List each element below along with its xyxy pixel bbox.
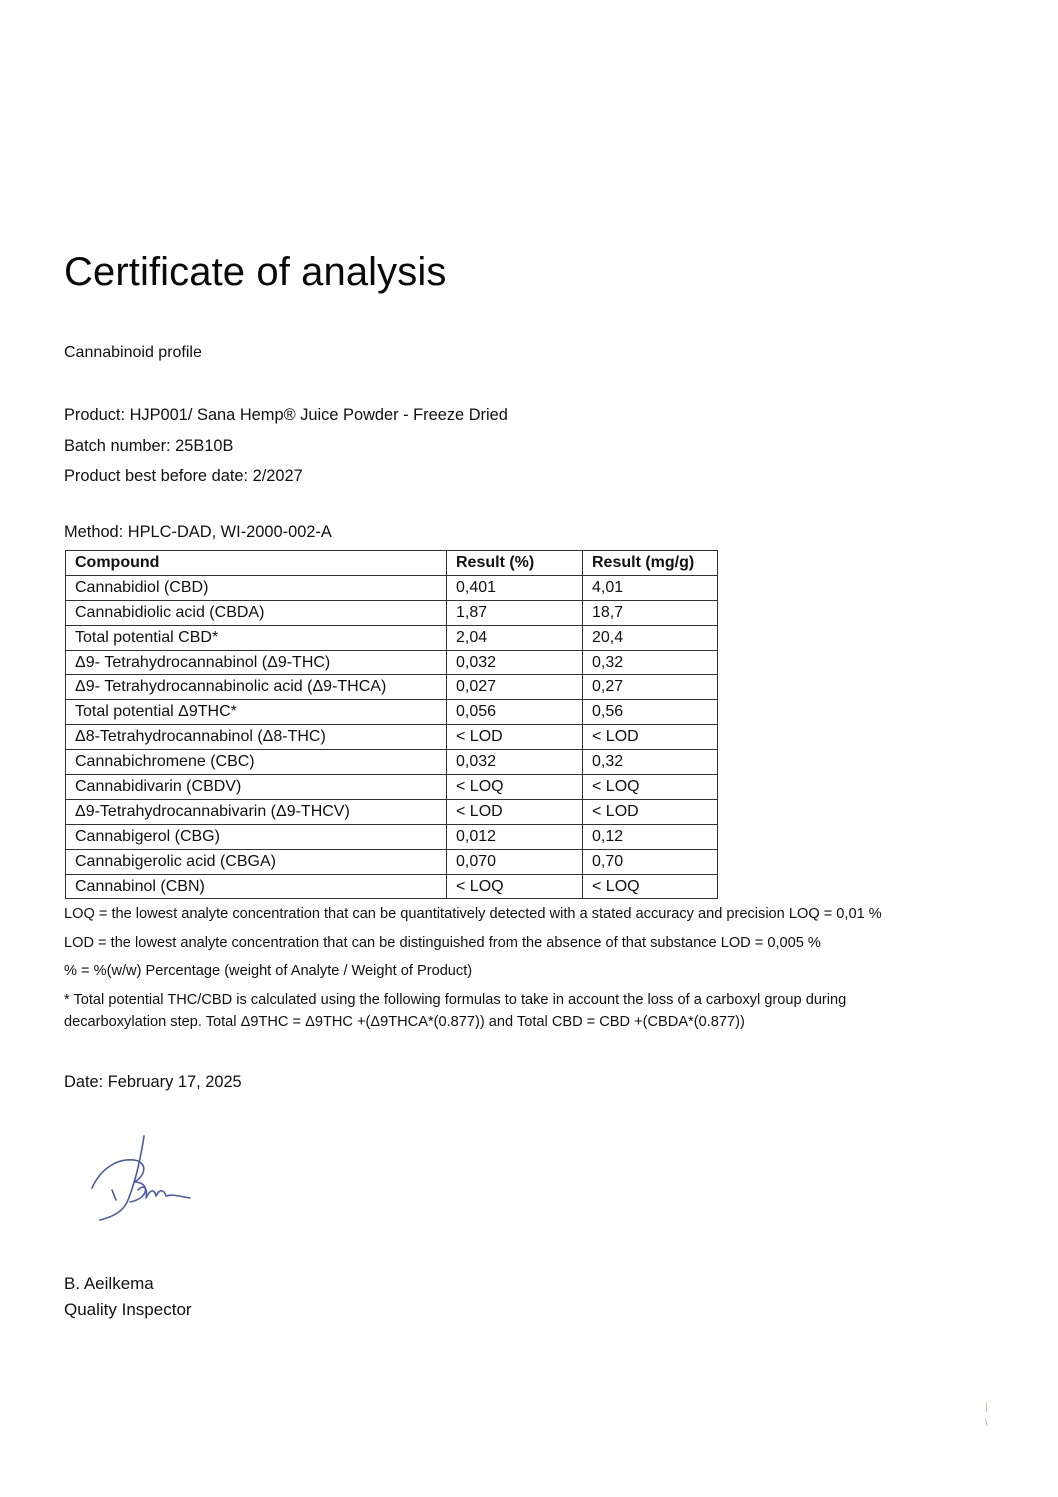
compound-cell: Δ9- Tetrahydrocannabinolic acid (Δ9-THCA) (66, 675, 447, 700)
percent-cell: 0,012 (447, 824, 583, 849)
loq-note: LOQ = the lowest analyte concentration that can be quantitatively detected with a stated accuracy and precision LOQ = 0,01 % (64, 906, 882, 922)
method-line: Method: HPLC-DAD, WI-2000-002-A (64, 523, 332, 541)
percent-cell: 0,032 (447, 750, 583, 775)
formula-note-line-1: * Total potential THC/CBD is calculated using the following formulas to take in account the loss of a carboxyl group during (64, 992, 847, 1008)
compound-cell: Δ9- Tetrahydrocannabinol (Δ9-THC) (66, 650, 447, 675)
table-row (66, 600, 718, 625)
header-result-mg-per-g: Result (mg/g) (583, 551, 718, 576)
compound-cell: Cannabidivarin (CBDV) (66, 775, 447, 800)
table-row (66, 874, 718, 899)
document-subtitle: Cannabinoid profile (64, 344, 202, 361)
signatory-role: Quality Inspector (64, 1300, 192, 1319)
percent-cell: < LOD (447, 799, 583, 824)
table-row (66, 650, 718, 675)
compound-cell: Cannabidiolic acid (CBDA) (66, 600, 447, 625)
compound-cell: Δ9-Tetrahydrocannabivarin (Δ9-THCV) (66, 799, 447, 824)
cannabinoid-results-table (65, 550, 718, 899)
compound-cell: Cannabigerol (CBG) (66, 824, 447, 849)
percent-cell: 0,070 (447, 849, 583, 874)
percent-cell: 0,056 (447, 700, 583, 725)
mg-per-g-cell: 0,70 (583, 849, 718, 874)
table-row (66, 824, 718, 849)
mg-per-g-cell: 4,01 (583, 575, 718, 600)
mg-per-g-cell: < LOD (583, 725, 718, 750)
mg-per-g-cell: 0,32 (583, 750, 718, 775)
percent-cell: 0,027 (447, 675, 583, 700)
table-row (66, 775, 718, 800)
percent-cell: 1,87 (447, 600, 583, 625)
header-result-percent: Result (%) (447, 551, 583, 576)
compound-cell: Δ8-Tetrahydrocannabinol (Δ8-THC) (66, 725, 447, 750)
percent-cell: < LOQ (447, 775, 583, 800)
compound-cell: Cannabigerolic acid (CBGA) (66, 849, 447, 874)
compound-cell: Total potential Δ9THC* (66, 700, 447, 725)
percent-cell: < LOQ (447, 874, 583, 899)
table-row (66, 700, 718, 725)
percent-definition-note: % = %(w/w) Percentage (weight of Analyte / Weight of Product) (64, 963, 473, 979)
percent-cell: 0,401 (447, 575, 583, 600)
table-header-row (66, 551, 718, 576)
mg-per-g-cell: < LOQ (583, 874, 718, 899)
product-line: Product: HJP001/ Sana Hemp® Juice Powder - Freeze Dried (64, 406, 508, 424)
best-before-line: Product best before date: 2/2027 (64, 467, 303, 485)
percent-cell: 0,032 (447, 650, 583, 675)
table-row (66, 725, 718, 750)
mg-per-g-cell: 0,12 (583, 824, 718, 849)
corner-mark-icon: | \ (985, 1402, 988, 1429)
table-row (66, 575, 718, 600)
date-line: Date: February 17, 2025 (64, 1073, 242, 1091)
mg-per-g-cell: 0,32 (583, 650, 718, 675)
lod-note: LOD = the lowest analyte concentration that can be distinguished from the absence of that substance LOD = 0,005 % (64, 935, 821, 951)
signature-icon (86, 1132, 196, 1232)
table-row (66, 625, 718, 650)
header-compound: Compound (66, 551, 447, 576)
table-row (66, 675, 718, 700)
percent-cell: < LOD (447, 725, 583, 750)
mg-per-g-cell: 0,27 (583, 675, 718, 700)
batch-number-line: Batch number: 25B10B (64, 437, 234, 455)
compound-cell: Cannabidiol (CBD) (66, 575, 447, 600)
compound-cell: Cannabinol (CBN) (66, 874, 447, 899)
document-title: Certificate of analysis (64, 250, 447, 294)
mg-per-g-cell: < LOQ (583, 775, 718, 800)
signature-image (86, 1132, 196, 1232)
mg-per-g-cell: 20,4 (583, 625, 718, 650)
mg-per-g-cell: 0,56 (583, 700, 718, 725)
table-row (66, 750, 718, 775)
compound-cell: Cannabichromene (CBC) (66, 750, 447, 775)
mg-per-g-cell: < LOD (583, 799, 718, 824)
mg-per-g-cell: 18,7 (583, 600, 718, 625)
table-row (66, 799, 718, 824)
formula-note-line-2: decarboxylation step. Total Δ9THC = Δ9THC +(Δ9THCA*(0.877)) and Total CBD = CBD +(CBDA*(0.877)) (64, 1014, 745, 1030)
compound-cell: Total potential CBD* (66, 625, 447, 650)
percent-cell: 2,04 (447, 625, 583, 650)
table-row (66, 849, 718, 874)
signatory-name: B. Aeilkema (64, 1274, 154, 1293)
